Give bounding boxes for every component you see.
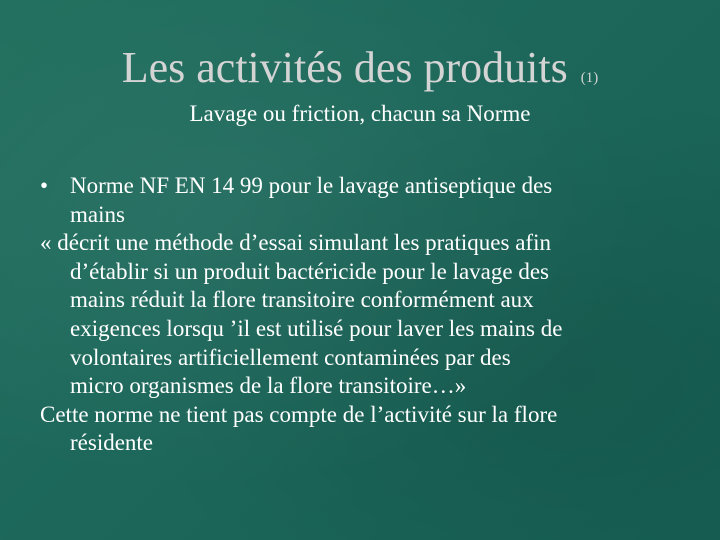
slide-title <box>0 42 720 104</box>
slide-subtitle: Lavage ou friction, chacun sa Norme <box>189 101 531 126</box>
bullet-paragraph <box>40 172 690 229</box>
slide-body <box>40 172 690 458</box>
bullet-text: Norme NF EN 14 99 pour le lavage antiseptique des mains <box>70 173 553 227</box>
bullet-icon: • <box>40 173 49 198</box>
quote-paragraph: « décrit une méthode d’essai simulant les pratiques afin d’établir si un produit bactéricide pour le lavage des mains réduit la flore transitoire conformément aux exigences lorsqu ’il est utilisé pour laver les mains de volontaires artificiellement contaminées par des micro organismes de la flore transitoire…» <box>40 230 563 399</box>
title-footnote-marker: (1) <box>580 70 599 86</box>
title-text: Les activités des produits <box>121 43 568 92</box>
closing-paragraph: Cette norme ne tient pas compte de l’activité sur la flore résidente <box>40 401 558 456</box>
